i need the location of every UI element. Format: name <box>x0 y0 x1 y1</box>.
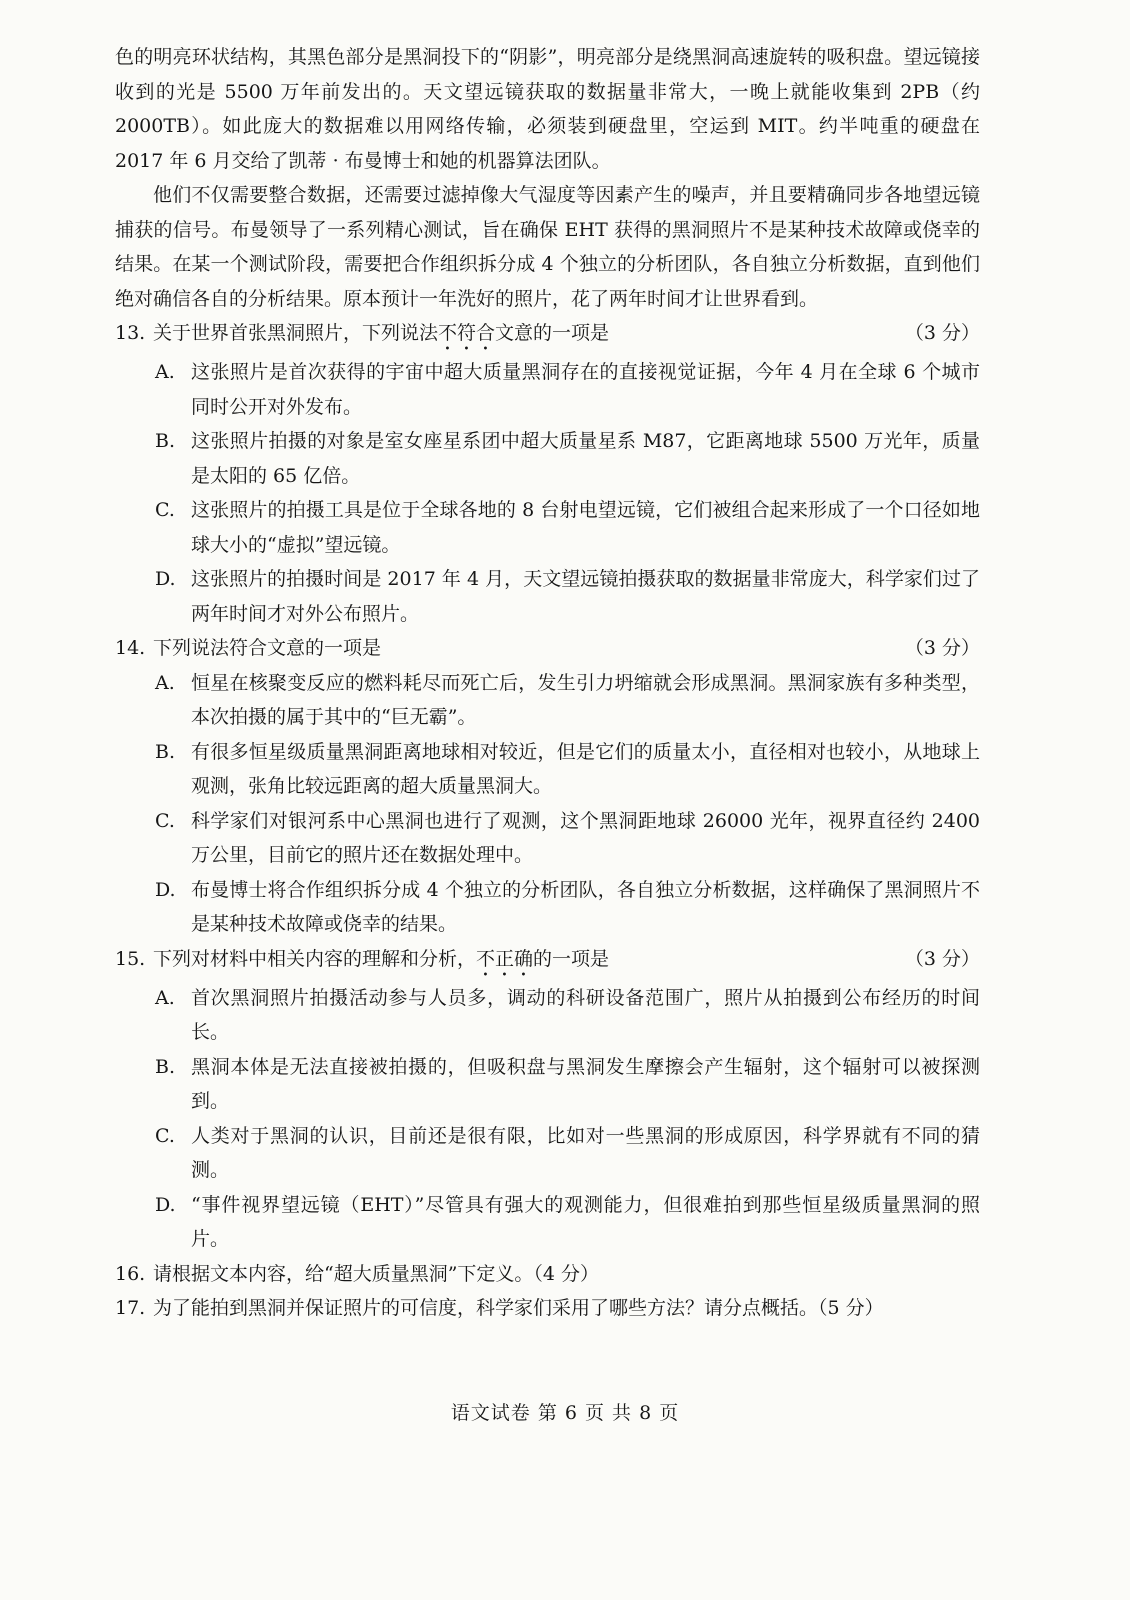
question-number: 17. <box>115 1297 146 1319</box>
option-text: 首次黑洞照片拍摄活动参与人员多，调动的科研设备范围广，照片从拍摄到公布经历的时间长。 <box>191 986 980 1043</box>
option-text: 有很多恒星级质量黑洞距离地球相对较近，但是它们的质量太小，直径相对也较小，从地球上观测，张角比较远距离的超大质量黑洞大。 <box>191 740 980 797</box>
option-15-a <box>155 981 980 1050</box>
question-15-stem <box>115 942 980 981</box>
page-content <box>115 40 980 1326</box>
option-13-b <box>155 424 980 493</box>
option-15-d <box>155 1188 980 1257</box>
option-text: 布曼博士将合作组织拆分成 4 个独立的分析团队，各自独立分析数据，这样确保了黑洞照片不是某种技术故障或侥幸的结果。 <box>191 878 980 935</box>
option-label: D. <box>155 568 176 590</box>
points-label: （3 分） <box>904 947 980 970</box>
option-text: 人类对于黑洞的认识，目前还是很有限，比如对一些黑洞的形成原因，科学界就有不同的猜测。 <box>191 1124 980 1181</box>
question-14-stem <box>115 631 980 666</box>
option-13-a <box>155 355 980 424</box>
option-label: A. <box>155 986 175 1009</box>
option-text: 这张照片的拍摄工具是位于全球各地的 8 台射电望远镜，它们被组合起来形成了一个口径如地球大小的“虚拟”望远镜。 <box>191 499 980 556</box>
option-label: B. <box>155 740 176 763</box>
points-label: （3 分） <box>904 637 980 659</box>
question-text: 下列对材料中相关内容的理解和分析， <box>153 947 477 970</box>
question-text: 下列说法符合文意的一项是 <box>153 637 382 659</box>
option-14-b <box>155 735 980 804</box>
option-text: 这张照片的拍摄时间是 2017 年 4 月，天文望远镜拍摄获取的数据量非常庞大，科学家们过了两年时间才对外公布照片。 <box>191 568 980 625</box>
question-text: 为了能拍到黑洞并保证照片的可信度，科学家们采用了哪些方法？请分点概括。（5 分） <box>153 1297 884 1319</box>
option-14-c <box>155 804 980 873</box>
question-number: 15. <box>115 947 146 970</box>
question-text: 文意的一项是 <box>495 322 610 344</box>
option-15-c <box>155 1119 980 1188</box>
emphasis-text: 不符合 <box>438 322 496 344</box>
page-footer: 语文试卷 第 6 页 共 8 页 <box>450 1402 680 1424</box>
option-label: D. <box>155 878 176 901</box>
question-number: 16. <box>115 1262 146 1285</box>
option-label: A. <box>155 671 175 694</box>
question-text: 关于世界首张黑洞照片，下列说法 <box>153 322 439 344</box>
option-text: 这张照片是首次获得的宇宙中超大质量黑洞存在的直接视觉证据，今年 4 月在全球 6 个城市同时公开对外发布。 <box>191 361 980 418</box>
question-text: 的一项是 <box>533 947 610 970</box>
emphasis-text: 不正确 <box>476 947 534 970</box>
option-label: C. <box>155 1124 175 1147</box>
option-text: “事件视界望远镜（EHT）”尽管具有强大的观测能力，但很难拍到那些恒星级质量黑洞的照片。 <box>191 1193 980 1250</box>
question-16 <box>115 1257 980 1292</box>
option-14-a <box>155 666 980 735</box>
option-14-d <box>155 873 980 942</box>
option-13-d <box>155 562 980 631</box>
option-text: 黑洞本体是无法直接被拍摄的，但吸积盘与黑洞发生摩擦会产生辐射，这个辐射可以被探测到。 <box>191 1055 980 1112</box>
option-label: C. <box>155 499 175 521</box>
option-text: 恒星在核聚变反应的燃料耗尽而死亡后，发生引力坍缩就会形成黑洞。黑洞家族有多种类型，本次拍摄的属于其中的“巨无霸”。 <box>191 671 980 728</box>
option-15-b <box>155 1050 980 1119</box>
passage-paragraph-1: 色的明亮环状结构，其黑色部分是黑洞投下的“阴影”，明亮部分是绕黑洞高速旋转的吸积盘。望远镜接收到的光是 5500 万年前发出的。天文望远镜获取的数据量非常大，一晚上就能收集到 2PB（约 2000TB）。如此庞大的数据难以用网络传输，必须装到硬盘里，空运到 MIT。约半吨重的硬盘在 2017 年 6 月交给了凯蒂 · 布曼博士和她的机器算法团队。 <box>115 46 980 172</box>
question-number: 14. <box>115 637 146 659</box>
option-label: A. <box>155 361 175 383</box>
question-17 <box>115 1291 980 1326</box>
option-label: B. <box>155 430 176 452</box>
option-text: 科学家们对银河系中心黑洞也进行了观测，这个黑洞距地球 26000 光年，视界直径约 2400 万公里，目前它的照片还在数据处理中。 <box>191 809 980 866</box>
option-text: 这张照片拍摄的对象是室女座星系团中超大质量星系 M87，它距离地球 5500 万光年，质量是太阳的 65 亿倍。 <box>191 430 980 487</box>
option-label: C. <box>155 809 175 832</box>
option-13-c <box>155 493 980 562</box>
points-label: （3 分） <box>904 322 980 344</box>
option-label: D. <box>155 1193 176 1216</box>
question-13-stem <box>115 316 980 355</box>
passage-paragraph-2: 他们不仅需要整合数据，还需要过滤掉像大气湿度等因素产生的噪声，并且要精确同步各地望远镜捕获的信号。布曼领导了一系列精心测试，旨在确保 EHT 获得的黑洞照片不是某种技术故障或侥幸的结果。在某一个测试阶段，需要把合作组织拆分成 4 个独立的分析团队，各自独立分析数据，直到他们绝对确信各自的分析结果。原本预计一年洗好的照片，花了两年时间才让世界看到。 <box>115 184 980 310</box>
question-number: 13. <box>115 322 146 344</box>
option-label: B. <box>155 1055 176 1078</box>
question-text: 请根据文本内容，给“超大质量黑洞”下定义。（4 分） <box>153 1262 600 1285</box>
